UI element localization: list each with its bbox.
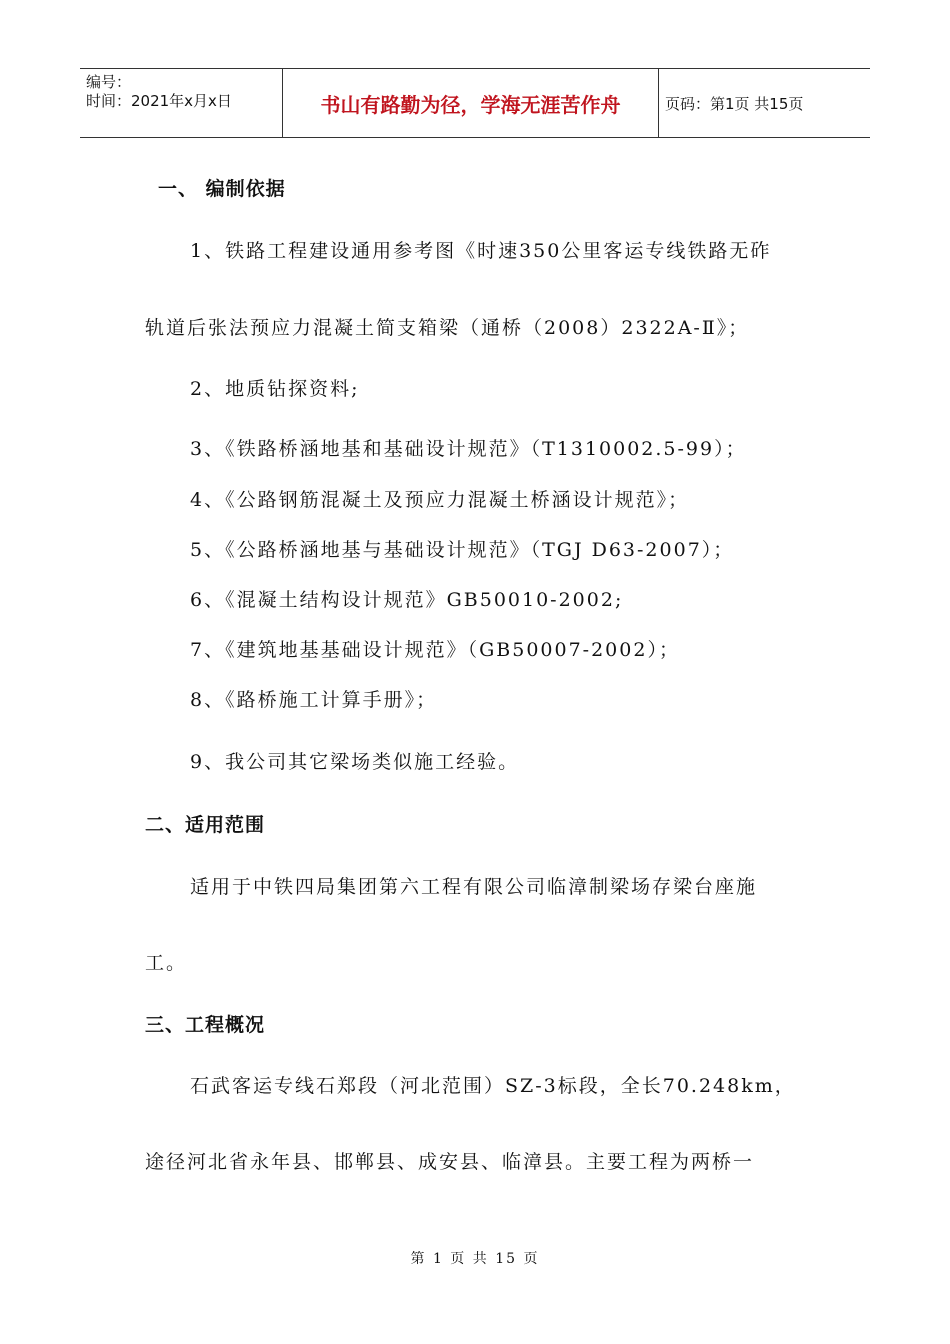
page-footer: 第 1 页 共 15 页	[410, 1251, 540, 1267]
document-date-label: 时间：2021年x月x日	[86, 92, 232, 110]
basis-item: 3、《铁路桥涵地基和基础设计规范》（T1310002.5-99）；	[190, 438, 747, 460]
basis-item: 4、《公路钢筋混凝土及预应力混凝土桥涵设计规范》；	[190, 489, 690, 511]
section-heading-overview: 三、工程概况	[145, 1014, 266, 1036]
section-heading-scope: 二、适用范围	[145, 814, 266, 836]
header-page-info: 页码：第1页 共15页	[665, 94, 804, 113]
basis-item: 7、《建筑地基基础设计规范》（GB50007-2002）；	[190, 639, 680, 661]
basis-item: 8、《路桥施工计算手册》；	[190, 689, 438, 711]
page-header	[80, 68, 870, 138]
overview-line: 途径河北省永年县、邯郸县、成安县、临漳县。主要工程为两桥一	[145, 1151, 755, 1173]
scope-line: 适用于中铁四局集团第六工程有限公司临漳制梁场存梁台座施	[190, 876, 758, 898]
basis-item: 轨道后张法预应力混凝土简支箱梁（通桥（2008）2322A-Ⅱ》；	[145, 317, 750, 339]
section-heading-basis: 一、 编制依据	[158, 178, 286, 200]
overview-line: 石武客运专线石郑段（河北范围）SZ-3标段，全长70.248km，	[190, 1075, 796, 1097]
basis-item: 6、《混凝土结构设计规范》GB50010-2002;	[190, 589, 624, 611]
basis-item: 2、地质钻探资料;	[190, 378, 360, 400]
basis-item: 1、铁路工程建设通用参考图《时速350公里客运专线铁路无砟	[190, 240, 772, 262]
basis-item: 5、《公路桥涵地基与基础设计规范》（TGJ D63-2007）；	[190, 539, 735, 561]
header-info-cell	[80, 69, 282, 137]
document-number-label: 编号：	[86, 73, 132, 91]
basis-item: 9、我公司其它梁场类似施工经验。	[190, 751, 520, 773]
scope-line: 工。	[145, 952, 188, 974]
header-motto: 书山有路勤为径，学海无涯苦作舟	[282, 69, 659, 137]
